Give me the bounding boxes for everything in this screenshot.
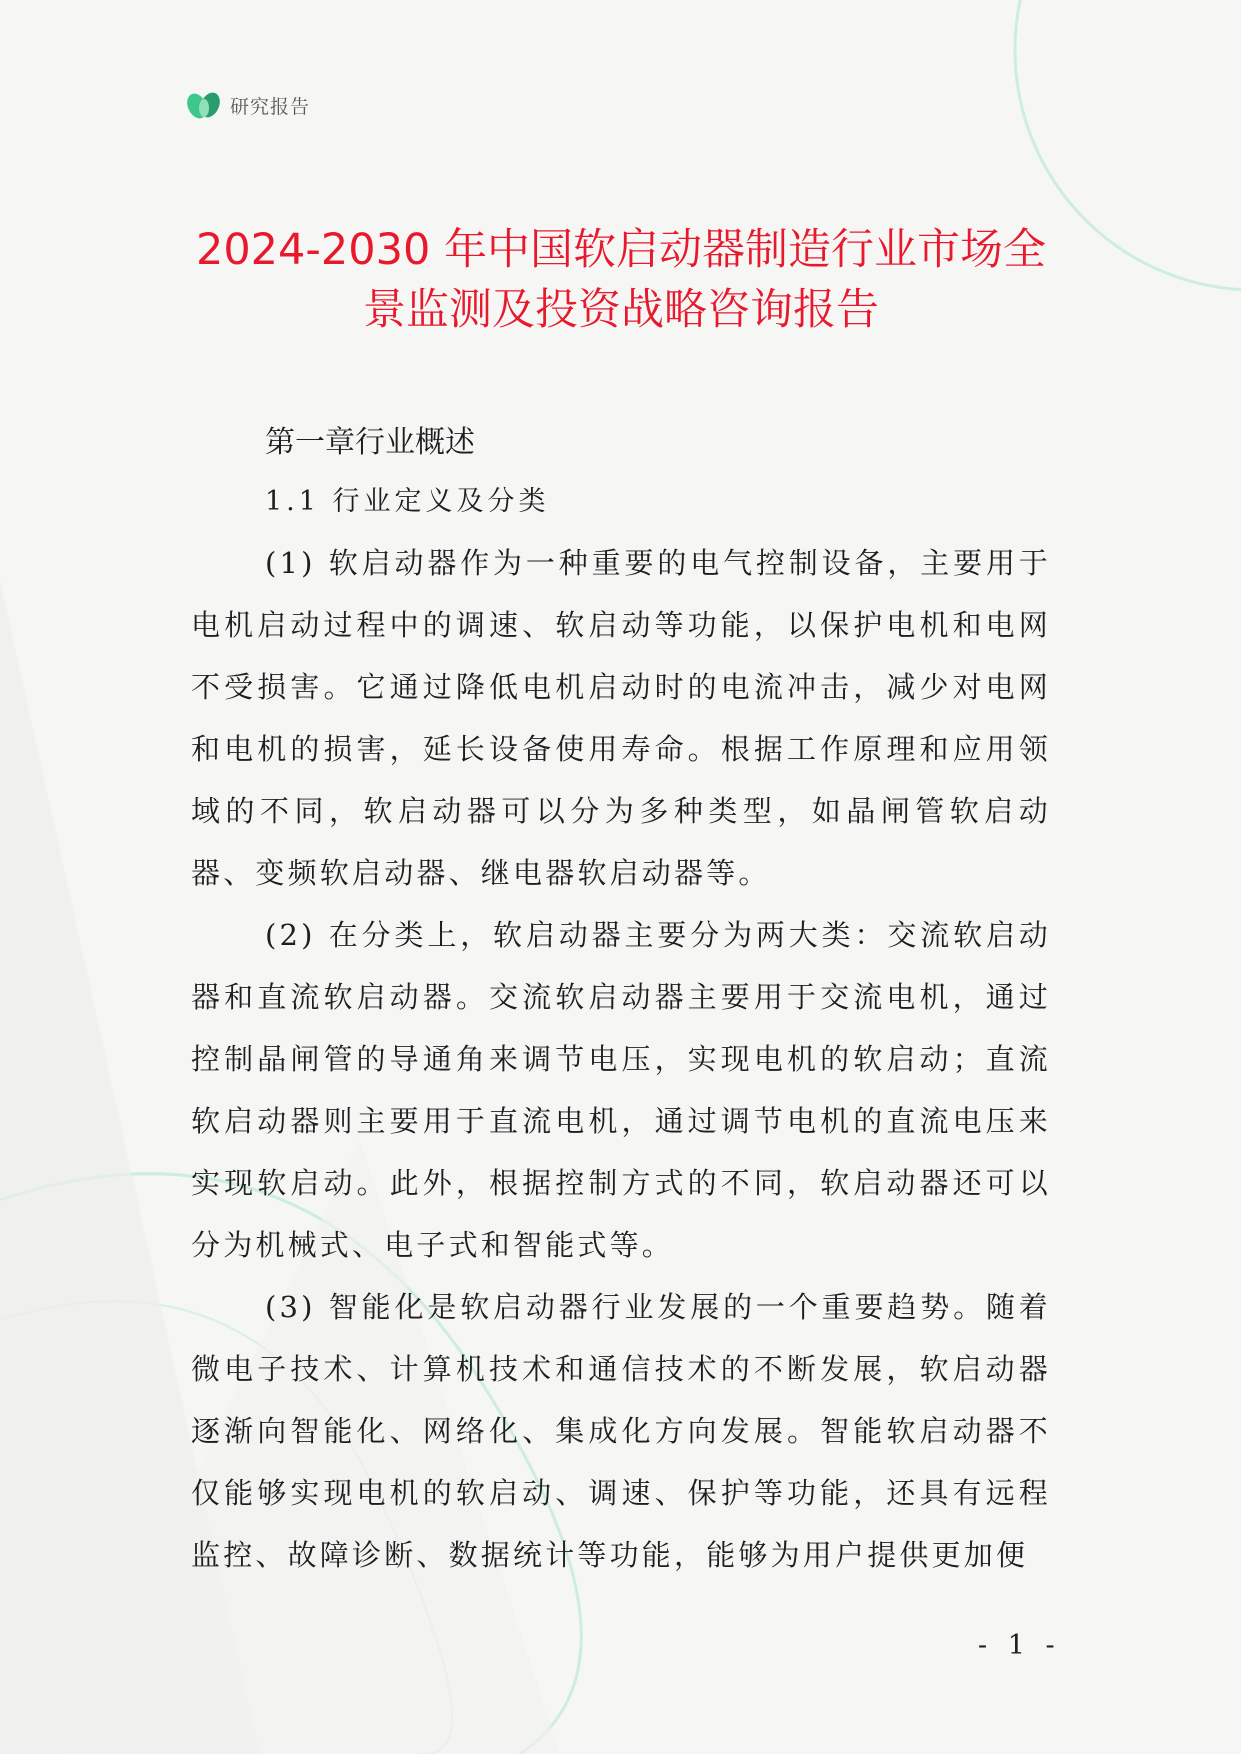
chapter-heading: 第一章行业概述 bbox=[265, 425, 475, 460]
section-heading: 1.1 行业定义及分类 bbox=[265, 486, 550, 517]
page-number: - 1 - bbox=[978, 1630, 1061, 1661]
brand-label: 研究报告 bbox=[230, 95, 311, 118]
document-body bbox=[191, 418, 1051, 1586]
paragraph: (3) 智能化是软启动器行业发展的一个重要趋势。随着微电子技术、计算机技术和通信技术的不断发展，软启动器逐渐向智能化、网络化、集成化方向发展。智能软启动器不仅能够实现电机的软启动、调速、保护等功能，还具有远程监控、故障诊断、数据统计等功能，能够为用户提供更加便 bbox=[191, 1290, 1051, 1572]
paragraph: (2) 在分类上，软启动器主要分为两大类：交流软启动器和直流软启动器。交流软启动器主要用于交流电机，通过控制晶闸管的导通角来调节电压，实现电机的软启动；直流软启动器则主要用于直流电机，通过调节电机的直流电压来实现软启动。此外，根据控制方式的不同，软启动器还可以分为机械式、电子式和智能式等。 bbox=[191, 918, 1051, 1262]
report-header bbox=[186, 88, 310, 122]
report-title: 2024-2030 年中国软启动器制造行业市场全景监测及投资战略咨询报告 bbox=[195, 225, 1047, 335]
brand-logo-icon bbox=[186, 88, 222, 122]
paragraph: (1) 软启动器作为一种重要的电气控制设备，主要用于电机启动过程中的调速、软启动等功能，以保护电机和电网不受损害。它通过降低电机启动时的电流冲击，减少对电网和电机的损害，延长设备使用寿命。根据工作原理和应用领域的不同，软启动器可以分为多种类型，如晶闸管软启动器、变频软启动器、继电器软启动器等。 bbox=[191, 546, 1051, 890]
